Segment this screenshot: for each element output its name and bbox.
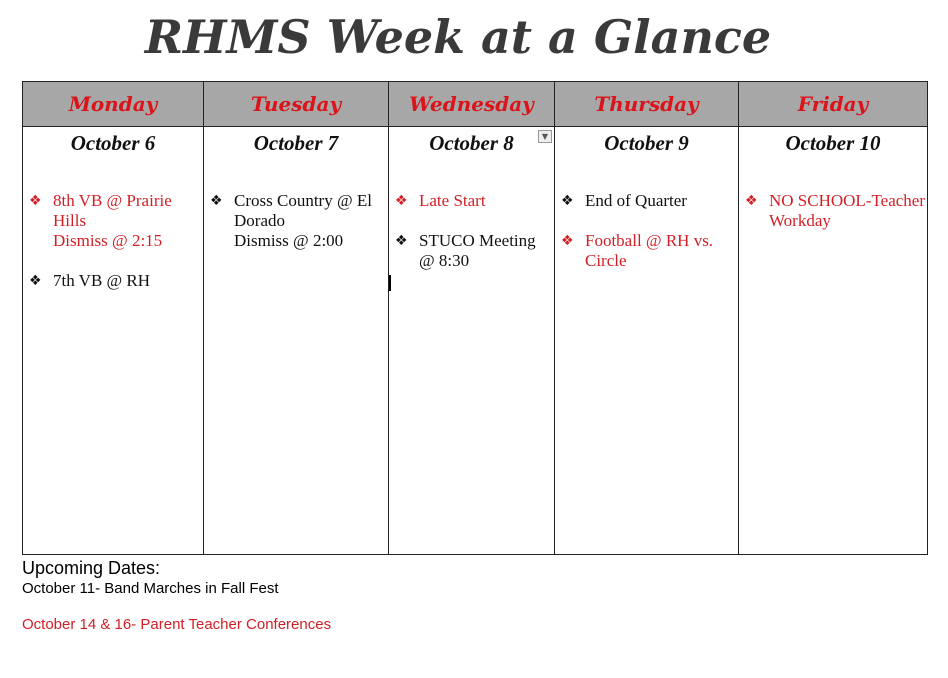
date-label: October 6 xyxy=(70,131,156,155)
day-cell-tuesday[interactable] xyxy=(204,127,389,555)
event-text xyxy=(419,231,552,271)
event-item xyxy=(395,231,552,271)
event-list xyxy=(555,191,738,271)
event-line: 8th VB @ Prairie Hills xyxy=(53,191,172,230)
bullet-icon: ❖ xyxy=(29,193,42,209)
event-list xyxy=(204,191,388,251)
event-line: End of Quarter xyxy=(585,191,687,210)
date-label: October 9 xyxy=(604,131,689,155)
day-cell-friday[interactable] xyxy=(739,127,928,555)
day-header-monday: Monday xyxy=(23,82,204,127)
day-content-row xyxy=(23,127,928,555)
event-text xyxy=(585,231,736,271)
event-line: STUCO Meeting @ 8:30 xyxy=(419,231,536,270)
event-text xyxy=(769,191,925,231)
upcoming-dates xyxy=(22,558,331,633)
text-cursor xyxy=(389,275,391,291)
event-line: Cross Country @ El Dorado xyxy=(234,191,372,230)
event-text xyxy=(585,191,736,211)
upcoming-item: October 14 & 16- Parent Teacher Conferences xyxy=(22,616,332,633)
event-list xyxy=(23,191,203,291)
day-cell-monday[interactable] xyxy=(23,127,204,555)
upcoming-heading: Upcoming Dates: xyxy=(22,558,161,578)
event-item xyxy=(210,191,386,251)
event-item xyxy=(29,191,201,251)
day-header-thursday: Thursday xyxy=(555,82,739,127)
event-text xyxy=(419,191,552,211)
event-line: Dismiss @ 2:15 xyxy=(53,231,163,250)
event-line: Dismiss @ 2:00 xyxy=(234,231,344,250)
bullet-icon: ❖ xyxy=(210,193,223,209)
event-line: NO SCHOOL-Teacher Workday xyxy=(769,191,926,230)
date-label: October 8 xyxy=(429,131,514,155)
week-table xyxy=(22,81,928,555)
bullet-icon: ❖ xyxy=(395,233,408,249)
day-header-row xyxy=(23,82,928,127)
dropdown-arrow-icon[interactable]: ▼ xyxy=(538,130,552,143)
event-list xyxy=(739,191,927,231)
event-text xyxy=(53,191,201,251)
bullet-icon: ❖ xyxy=(395,193,408,209)
event-line: 7th VB @ RH xyxy=(53,271,151,290)
event-item xyxy=(561,231,736,271)
event-item xyxy=(561,191,736,211)
date-label: October 7 xyxy=(253,131,339,155)
event-text xyxy=(53,271,201,291)
bullet-icon: ❖ xyxy=(561,233,574,249)
day-header-friday: Friday xyxy=(739,82,928,127)
day-header-wednesday: Wednesday xyxy=(389,82,555,127)
date-label: October 10 xyxy=(785,131,881,155)
event-list xyxy=(389,191,554,271)
event-text xyxy=(234,191,386,251)
day-cell-wednesday[interactable] xyxy=(389,127,555,555)
upcoming-item: October 11- Band Marches in Fall Fest xyxy=(22,580,279,597)
bullet-icon: ❖ xyxy=(745,193,758,209)
event-item xyxy=(29,271,201,291)
bullet-icon: ❖ xyxy=(29,273,42,289)
day-cell-thursday[interactable] xyxy=(555,127,739,555)
bullet-icon: ❖ xyxy=(561,193,574,209)
event-item xyxy=(745,191,925,231)
event-line: Football @ RH vs. Circle xyxy=(585,231,714,270)
event-item xyxy=(395,191,552,211)
day-header-tuesday: Tuesday xyxy=(204,82,389,127)
page-title: RHMS Week at a Glance xyxy=(144,10,772,64)
event-line: Late Start xyxy=(419,191,486,210)
